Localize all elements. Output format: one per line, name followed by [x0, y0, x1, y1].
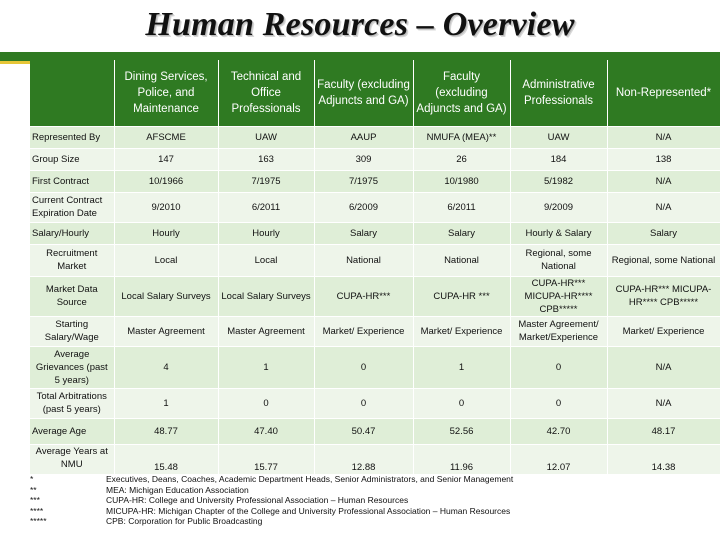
table-cell: 0 — [510, 346, 607, 388]
table-row — [30, 192, 720, 222]
table-cell: N/A — [607, 388, 720, 418]
row-label: Group Size — [30, 148, 114, 170]
footnote-mark: * — [30, 474, 34, 484]
footnote — [30, 516, 720, 527]
column-header: Faculty (excluding Adjuncts and GA) — [413, 60, 510, 126]
table-cell: 6/2009 — [314, 192, 413, 222]
table-cell: Hourly — [114, 222, 218, 244]
table-row — [30, 148, 720, 170]
table-cell: 50.47 — [314, 418, 413, 444]
table-cell: 0 — [413, 388, 510, 418]
table-cell: 309 — [314, 148, 413, 170]
table-row — [30, 276, 720, 316]
footnote-mark: ** — [30, 484, 37, 495]
table-cell: 0 — [510, 388, 607, 418]
column-header: Technical and Office Professionals — [218, 60, 314, 126]
table-cell: NMUFA (MEA)** — [413, 126, 510, 148]
table-cell: 4 — [114, 346, 218, 388]
footnote — [30, 485, 720, 496]
table-cell: CUPA-HR *** — [413, 276, 510, 316]
row-label: Starting Salary/Wage — [30, 316, 114, 346]
table-cell: AAUP — [314, 126, 413, 148]
table-cell: Master Agreement/ Market/Experience — [510, 316, 607, 346]
table-cell: 12.07 — [510, 444, 607, 474]
footnote-mark: ***** — [30, 516, 47, 527]
table-cell: 138 — [607, 148, 720, 170]
table-cell: Master Agreement — [114, 316, 218, 346]
table-cell: 9/2010 — [114, 192, 218, 222]
table-cell: 0 — [218, 388, 314, 418]
column-header: Faculty (excluding Adjuncts and GA) — [314, 60, 413, 126]
footnote-text: MEA: Michigan Education Association — [106, 484, 249, 495]
table-cell: UAW — [510, 126, 607, 148]
table-cell: Hourly & Salary — [510, 222, 607, 244]
table-cell: N/A — [607, 126, 720, 148]
footnote-text: CUPA-HR: College and University Professional Association – Human Resources — [106, 495, 409, 506]
table-header-row — [30, 60, 720, 126]
table-cell: Local — [218, 244, 314, 276]
row-label: Market Data Source — [30, 276, 114, 316]
table-cell: 7/1975 — [218, 170, 314, 192]
row-label: Average Years at NMU — [30, 444, 114, 474]
table-cell: N/A — [607, 192, 720, 222]
footnote — [30, 474, 720, 485]
table-cell: 26 — [413, 148, 510, 170]
footnote — [30, 506, 720, 517]
table-cell: Hourly — [218, 222, 314, 244]
row-label: Salary/Hourly — [30, 222, 114, 244]
table-cell: 6/2011 — [218, 192, 314, 222]
footnote-mark: **** — [30, 505, 44, 516]
footnotes — [30, 474, 720, 527]
table-cell: 48.17 — [607, 418, 720, 444]
table-cell: Local — [114, 244, 218, 276]
footnote-mark: *** — [30, 495, 40, 506]
table-cell: Salary — [413, 222, 510, 244]
row-label: Recruitment Market — [30, 244, 114, 276]
table-cell: 12.88 — [314, 444, 413, 474]
table-cell: N/A — [607, 170, 720, 192]
table-cell: Master Agreement — [218, 316, 314, 346]
table-cell: 9/2009 — [510, 192, 607, 222]
row-label: Total Arbitrations (past 5 years) — [30, 388, 114, 418]
table-row — [30, 346, 720, 388]
table-cell: 147 — [114, 148, 218, 170]
column-header: Non-Represented* — [607, 60, 720, 126]
row-label: Current Contract Expiration Date — [30, 192, 114, 222]
column-header: Administrative Professionals — [510, 60, 607, 126]
row-label: Represented By — [30, 126, 114, 148]
table-cell: Salary — [314, 222, 413, 244]
table-row — [30, 170, 720, 192]
row-label: First Contract — [30, 170, 114, 192]
table-row — [30, 388, 720, 418]
table-cell: UAW — [218, 126, 314, 148]
table-cell: Regional, some National — [607, 244, 720, 276]
page-title: Human Resources – Overview — [145, 6, 575, 43]
table-cell: 48.77 — [114, 418, 218, 444]
table-cell: 1 — [114, 388, 218, 418]
row-label: Average Grievances (past 5 years) — [30, 346, 114, 388]
table-cell: Local Salary Surveys — [218, 276, 314, 316]
table-cell: 10/1966 — [114, 170, 218, 192]
footnote-text: Executives, Deans, Coaches, Academic Department Heads, Senior Administrators, and Senior Management — [106, 474, 514, 484]
footnote — [30, 495, 720, 506]
table-cell: 0 — [314, 346, 413, 388]
table-row — [30, 126, 720, 148]
table-cell: 47.40 — [218, 418, 314, 444]
header-corner — [30, 60, 114, 126]
table-cell: N/A — [607, 346, 720, 388]
table-cell: CUPA-HR*** MICUPA-HR**** CPB***** — [510, 276, 607, 316]
table-row — [30, 244, 720, 276]
table-cell: CUPA-HR*** — [314, 276, 413, 316]
footnote-text: CPB: Corporation for Public Broadcasting — [106, 516, 263, 527]
table-cell: 52.56 — [413, 418, 510, 444]
table-cell: National — [413, 244, 510, 276]
table-cell: 7/1975 — [314, 170, 413, 192]
table-cell: 15.77 — [218, 444, 314, 474]
table-cell: 10/1980 — [413, 170, 510, 192]
table-row — [30, 316, 720, 346]
table-cell: 5/1982 — [510, 170, 607, 192]
table-row — [30, 418, 720, 444]
table-cell: AFSCME — [114, 126, 218, 148]
table-cell: Market/ Experience — [607, 316, 720, 346]
footnote-text: MICUPA-HR: Michigan Chapter of the College and University Professional Association – Human Resources — [106, 505, 511, 516]
table-cell: 6/2011 — [413, 192, 510, 222]
table-cell: 163 — [218, 148, 314, 170]
table-row — [30, 444, 720, 474]
table-cell: 42.70 — [510, 418, 607, 444]
table-cell: 1 — [413, 346, 510, 388]
table-cell: Market/ Experience — [413, 316, 510, 346]
table-cell: Regional, some National — [510, 244, 607, 276]
table-cell: 11.96 — [413, 444, 510, 474]
table-cell: 1 — [218, 346, 314, 388]
table-cell: 184 — [510, 148, 607, 170]
table-cell: National — [314, 244, 413, 276]
table-cell: Salary — [607, 222, 720, 244]
table-cell: CUPA-HR*** MICUPA-HR**** CPB***** — [607, 276, 720, 316]
column-header: Dining Services, Police, and Maintenance — [114, 60, 218, 126]
row-label: Average Age — [30, 418, 114, 444]
table-cell: 15.48 — [114, 444, 218, 474]
table-cell: 0 — [314, 388, 413, 418]
table-cell: 14.38 — [607, 444, 720, 474]
table-cell: Market/ Experience — [314, 316, 413, 346]
hr-overview-table — [30, 60, 720, 475]
table-cell: Local Salary Surveys — [114, 276, 218, 316]
table-row — [30, 222, 720, 244]
